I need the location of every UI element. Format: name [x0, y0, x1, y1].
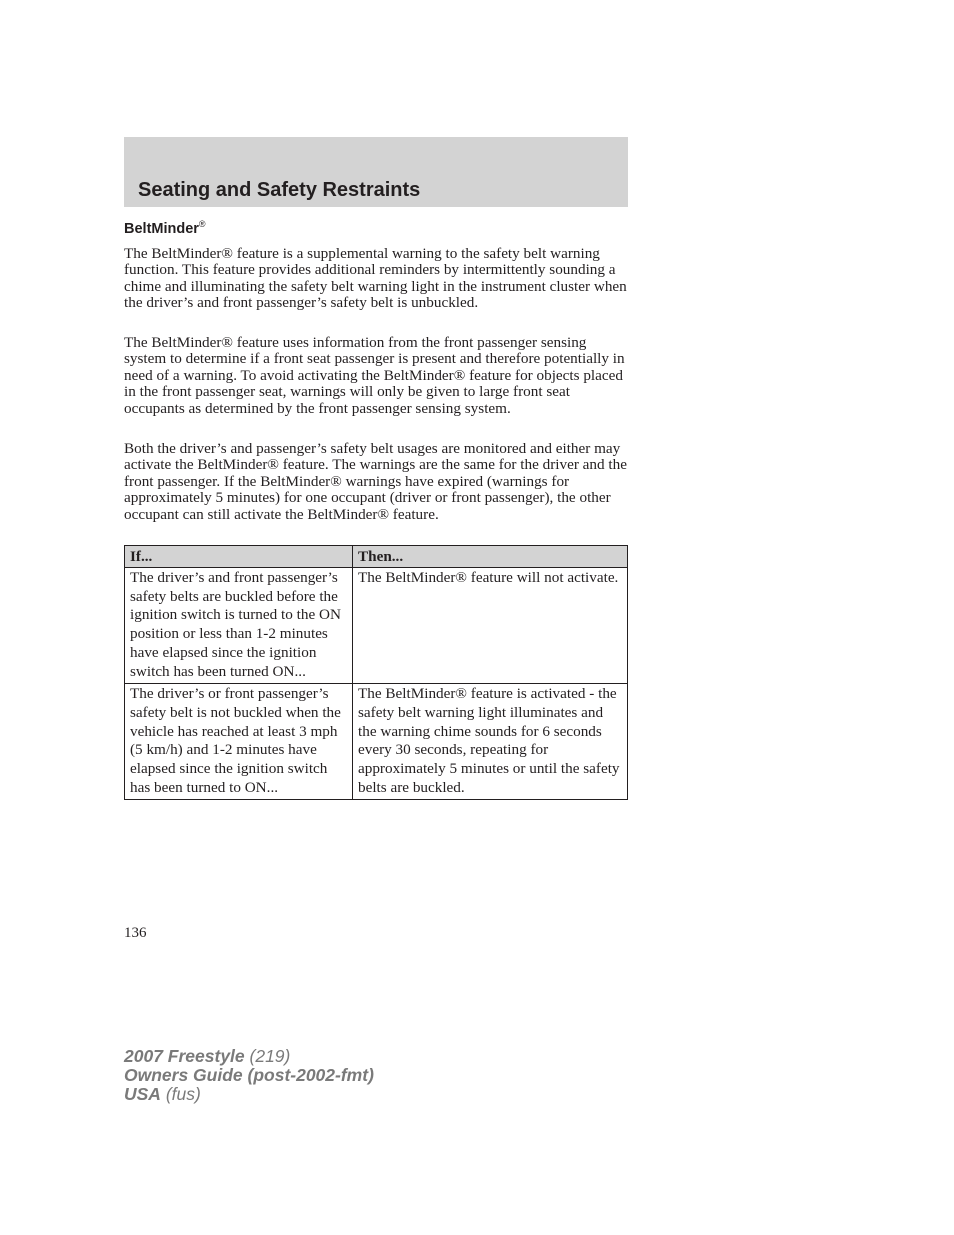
footer-market: USA [124, 1084, 161, 1104]
footer-line-market [124, 1085, 374, 1104]
section-heading [124, 219, 206, 237]
paragraph-sensing: The BeltMinder® feature uses information from the front passenger sensing system to determine if a front seat passenger is present and therefore potentially in need of a warning. To avoid activating the BeltMinder® feature for objects placed in the front passenger seat, warnings will only be given to large front seat occupants as determined by the front passenger sensing system. [124, 334, 625, 417]
section-header-band [124, 137, 628, 207]
table-cell-then: The BeltMinder® feature is activated - the safety belt warning light illuminates and the warning chime sounds for 6 seconds every 30 seconds, repeating for approximately 5 minutes or until the safety belts are buckled. [353, 684, 628, 800]
table-cell-if: The driver’s or front passenger’s safety belt is not buckled when the vehicle has reached at least 3 mph (5 km/h) and 1-2 minutes have elapsed since the ignition switch has been turned to ON... [125, 684, 353, 800]
table-cell-then: The BeltMinder® feature will not activate. [353, 568, 628, 684]
paragraph-intro: The BeltMinder® feature is a supplemental warning to the safety belt warning function. This feature provides additional reminders by intermittently sounding a chime and illuminating the safety belt warning light in the instrument cluster when the driver’s and front passenger’s safety belt is unbuckled. [124, 245, 627, 312]
table-header-row [125, 546, 628, 568]
if-then-table [124, 545, 628, 800]
paragraph-monitoring: Both the driver’s and passenger’s safety belt usages are monitored and either may activate the BeltMinder® feature. The warnings are the same for the driver and the front passenger. If the BeltMinder® warnings have expired (warnings for approximately 5 minutes) for one occupant (driver or front passenger), the other occupant can still activate the BeltMinder® feature. [124, 440, 627, 523]
document-footer [124, 1047, 374, 1104]
footer-line-guide [124, 1066, 374, 1085]
page-title: Seating and Safety Restraints [138, 179, 421, 201]
footer-model-code: (219) [244, 1046, 291, 1066]
footer-model: 2007 Freestyle [124, 1046, 245, 1066]
registered-mark: ® [198, 219, 206, 229]
footer-market-code: (fus) [160, 1084, 201, 1104]
column-header-then: Then... [353, 546, 628, 568]
footer-line-model [124, 1047, 374, 1066]
table-row [125, 684, 628, 800]
column-header-if: If... [125, 546, 353, 568]
table-row [125, 568, 628, 684]
page-number: 136 [124, 925, 147, 941]
footer-guide: Owners Guide (post-2002-fmt) [124, 1065, 374, 1085]
table-cell-if: The driver’s and front passenger’s safety belts are buckled before the ignition switch is turned to the ON position or less than 1-2 minutes have elapsed since the ignition switch has been turned ON... [125, 568, 353, 684]
section-heading-text: BeltMinder [124, 220, 199, 237]
